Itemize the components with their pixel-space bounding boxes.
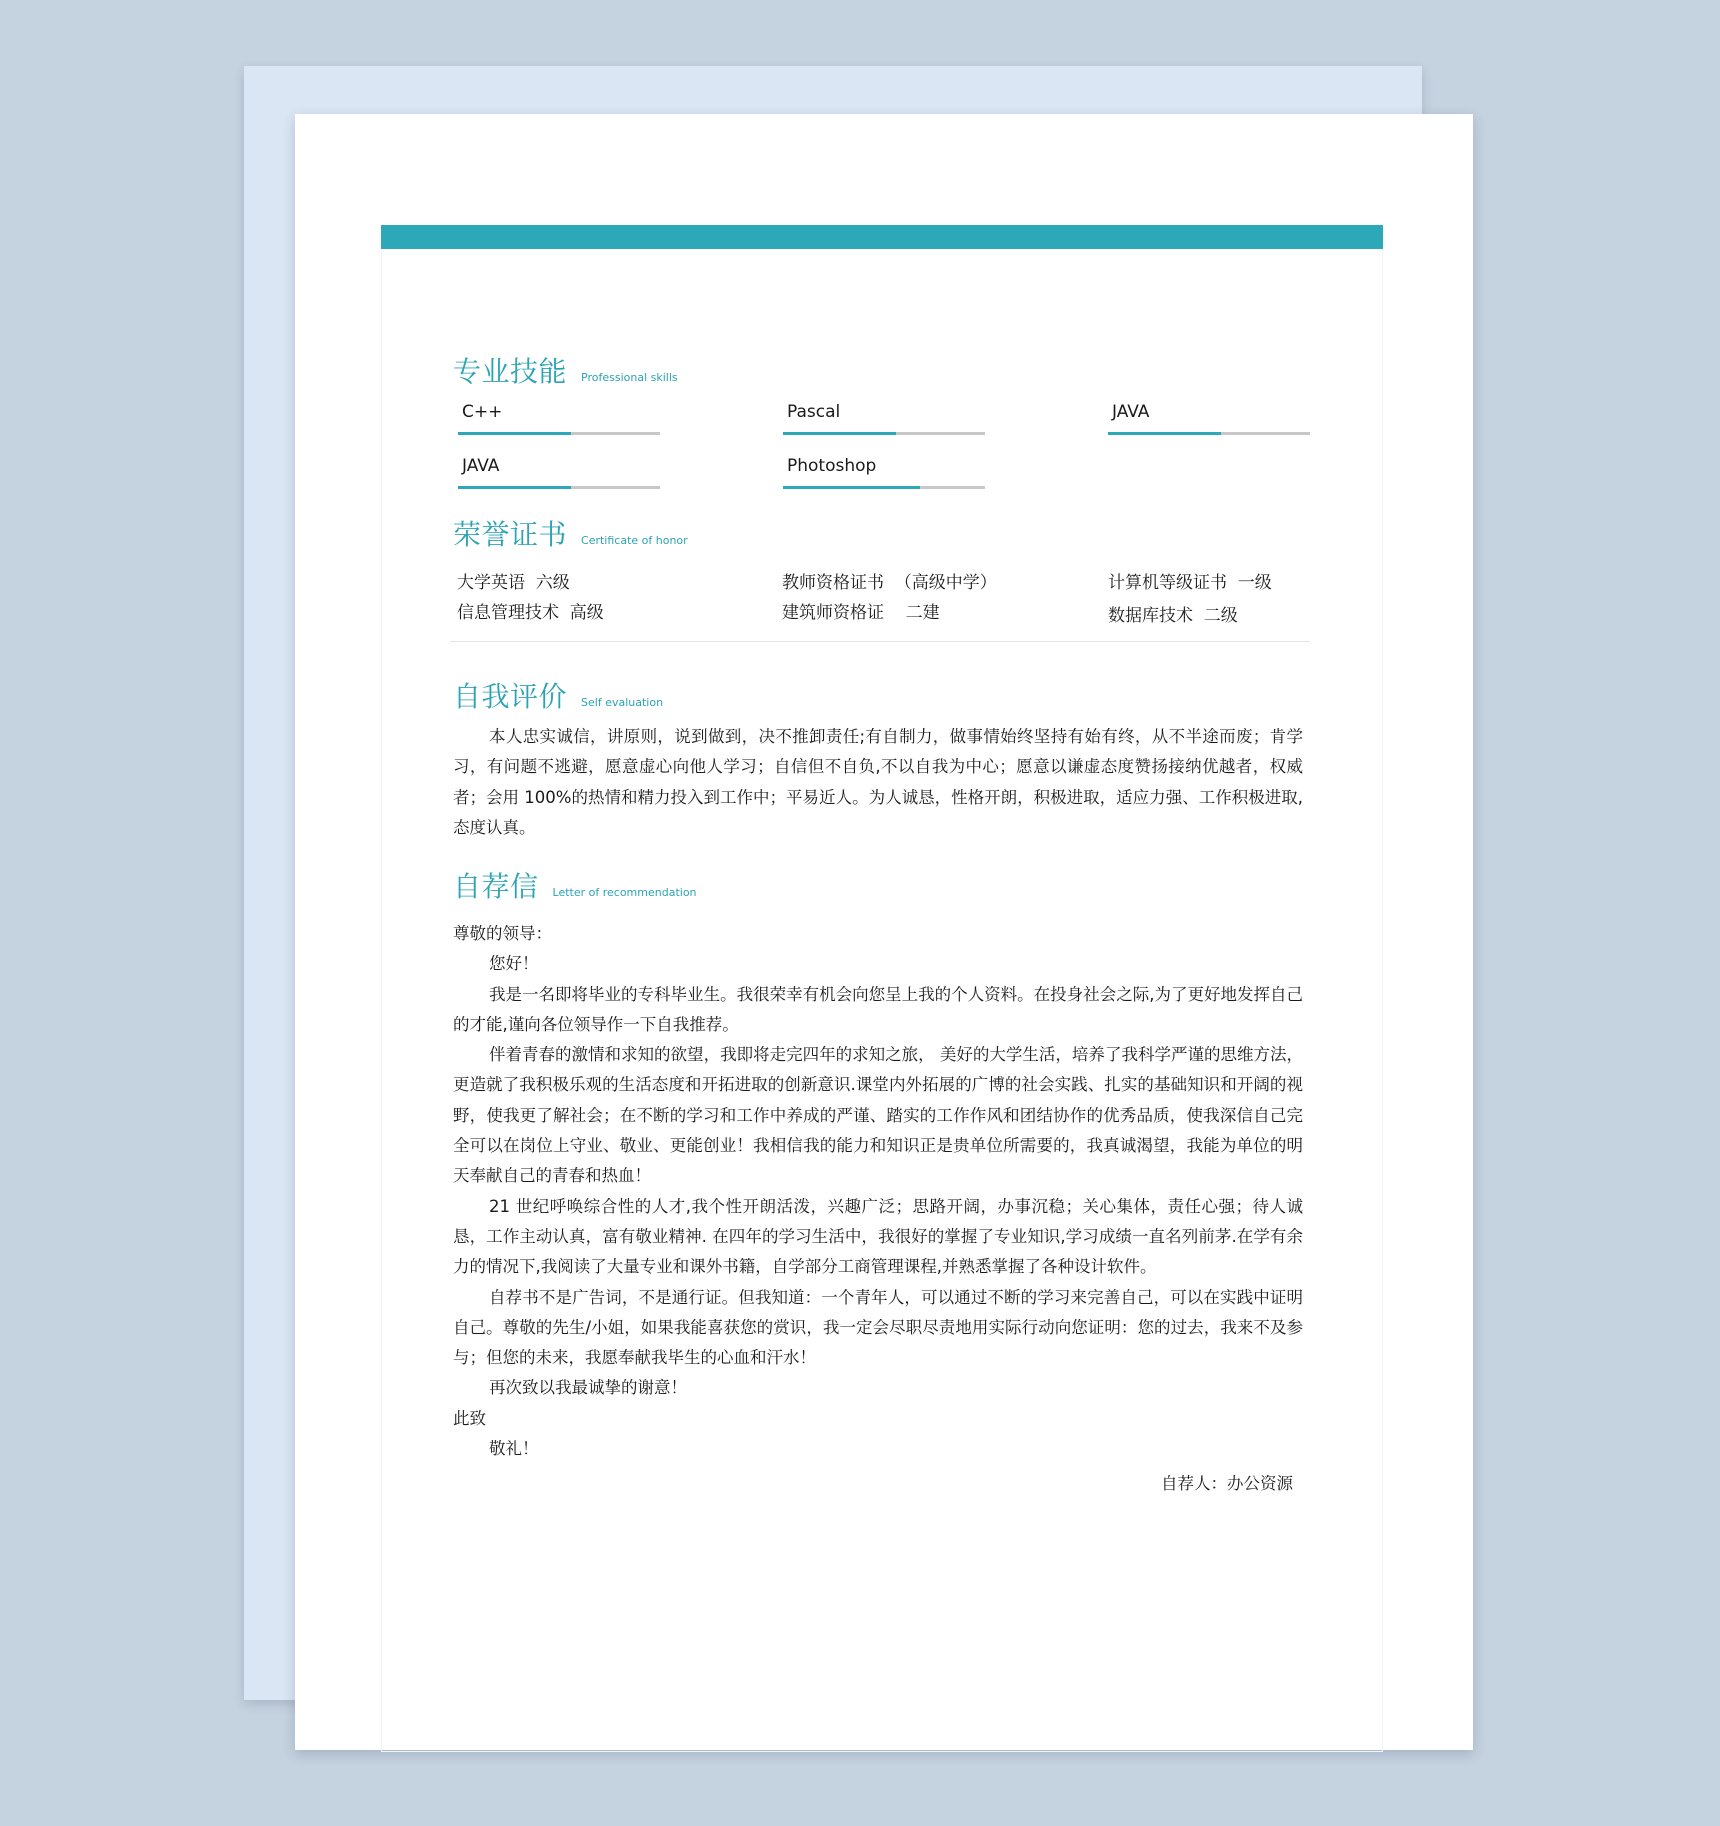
skill-item <box>783 402 987 435</box>
skill-bar-track <box>783 486 985 489</box>
skill-item <box>458 456 662 489</box>
skills-heading <box>453 350 678 390</box>
self-eval-heading <box>453 675 663 715</box>
resume-page <box>295 114 1473 1750</box>
letter-body <box>453 919 1303 1464</box>
honors-subtitle: Certificate of honor <box>581 534 688 547</box>
letter-title: 自荐信 <box>453 870 539 903</box>
header-accent-bar <box>381 225 1383 249</box>
honor-item: 计算机等级证书 一级 <box>1108 573 1272 593</box>
skill-name: JAVA <box>1112 402 1150 422</box>
letter-subtitle: Letter of recommendation <box>552 886 697 899</box>
skill-item <box>1108 402 1312 435</box>
letter-salutation: 尊敬的领导： <box>453 924 552 943</box>
skills-subtitle: Professional skills <box>581 371 678 384</box>
letter-paragraph: 自荐书不是广告词，不是通行证。但我知道：一个青年人，可以通过不断的学习来完善自己，可以在实践中证明自己。尊敬的先生/小姐，如果我能喜获您的赏识，我一定会尽职尽责地用实际行动向您证明：您的过去，我来不及参与；但您的未来，我愿奉献我毕生的心血和汗水！ <box>453 1287 1303 1368</box>
skill-bar-fill <box>458 432 571 435</box>
skill-bar-fill <box>783 486 920 489</box>
skill-bar-track <box>458 432 660 435</box>
letter-paragraph: 21 世纪呼唤综合性的人才,我个性开朗活泼，兴趣广泛；思路开阔，办事沉稳；关心集体，责任心强；待人诚恳，工作主动认真，富有敬业精神. 在四年的学习生活中，我很好的掌握了专业知识,学习成绩一直名列前茅.在学有余力的情况下,我阅读了大量专业和课外书籍，自学部分工商管理课程,并熟悉掌握了各种设计软件。 <box>453 1196 1303 1277</box>
letter-closing-salute: 敬礼！ <box>489 1439 539 1459</box>
honor-item: 建筑师资格证 二建 <box>782 603 940 623</box>
self-eval-title: 自我评价 <box>453 680 568 713</box>
honor-item: 大学英语 六级 <box>457 573 570 593</box>
skills-title: 专业技能 <box>453 355 568 388</box>
honors-title: 荣誉证书 <box>453 518 568 551</box>
self-eval-text: 本人忠实诚信，讲原则，说到做到，决不推卸责任;有自制力，做事情始终坚持有始有终，从不半途而废；肯学习，有问题不逃避，愿意虚心向他人学习；自信但不自负,不以自我为中心；愿意以谦虚态度赞扬接纳优越者，权威者；会用 100%的热情和精力投入到工作中；平易近人。为人诚恳，性格开朗，积极进取，适应力强、工作积极进取,态度认真。 <box>453 727 1303 837</box>
letter-paragraph: 我是一名即将毕业的专科毕业生。我很荣幸有机会向您呈上我的个人资料。在投身社会之际,为了更好地发挥自己的才能,谨向各位领导作一下自我推荐。 <box>453 984 1303 1034</box>
skill-name: Pascal <box>787 402 841 422</box>
letter-heading <box>453 865 697 905</box>
self-eval-subtitle: Self evaluation <box>581 696 664 709</box>
skill-name: Photoshop <box>787 456 877 476</box>
skill-name: C++ <box>462 402 503 422</box>
skill-bar-track <box>1108 432 1310 435</box>
letter-signer: 自荐人：办公资源 <box>1161 1474 1293 1493</box>
honor-item: 信息管理技术 高级 <box>457 603 604 623</box>
honors-heading <box>453 513 688 553</box>
letter-closing: 此致 <box>453 1408 486 1428</box>
skill-item <box>783 456 987 489</box>
skill-bar-fill <box>1108 432 1221 435</box>
skill-name: JAVA <box>462 456 500 476</box>
letter-paragraph: 再次致以我最诚挚的谢意！ <box>489 1378 687 1398</box>
skill-bar-track <box>783 432 985 435</box>
honor-item: 数据库技术 二级 <box>1108 606 1238 626</box>
honor-item: 教师资格证书 （高级中学） <box>782 573 997 593</box>
letter-paragraph: 伴着青春的激情和求知的欲望，我即将走完四年的求知之旅， 美好的大学生活，培养了我科学严谨的思维方法，更造就了我积极乐观的生活态度和开拓进取的创新意识.课堂内外拓展的广博的社会实践、扎实的基础知识和开阔的视野，使我更了解社会；在不断的学习和工作中养成的严谨、踏实的工作作风和团结协作的优秀品质，使我深信自己完全可以在岗位上守业、敬业、更能创业！我相信我的能力和知识正是贵单位所需要的，我真诚渴望，我能为单位的明天奉献自己的青春和热血！ <box>453 1045 1303 1186</box>
skill-bar-fill <box>458 486 571 489</box>
skill-bar-track <box>458 486 660 489</box>
skill-bar-fill <box>783 432 896 435</box>
letter-greeting: 您好！ <box>489 954 539 974</box>
skill-item <box>458 402 662 435</box>
section-divider <box>450 641 1310 642</box>
